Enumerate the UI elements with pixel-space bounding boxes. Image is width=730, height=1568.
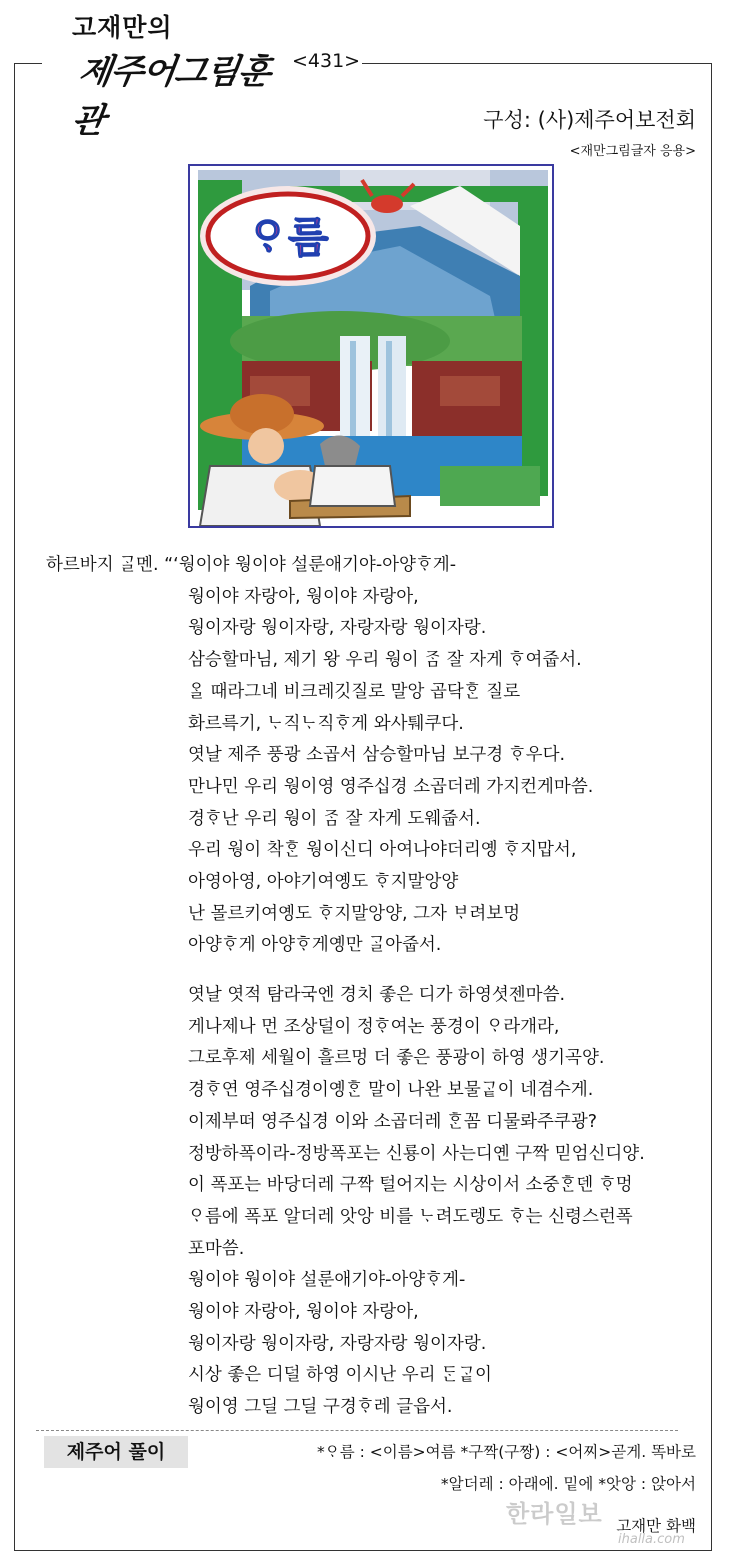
- credit-line: 구성: (사)제주어보전회: [483, 108, 696, 132]
- poem-line: 시상 좋은 디덜 하영 이시난 우리 ᄃᆞᆫᄀᆞᇀ이: [188, 1365, 492, 1386]
- credit-subline: <재만그림글자 응용>: [569, 144, 696, 159]
- poem-line: 웡이야 자랑아, 웡이야 자랑아,: [188, 1302, 419, 1323]
- poem-line: 아영아영, 아야기여옝도 ᄒᆞ지말앙양: [188, 872, 459, 893]
- poem-line: 난 몰르키여옝도 ᄒᆞ지말앙양, 그자 ᄇᆞ려보멍: [188, 903, 521, 924]
- poem-line: 이제부떠 영주십경 이와 소곱더레 ᄒᆞᆫ꼼 디물롸주쿠광?: [188, 1111, 598, 1132]
- poem-line: 웡이야 자랑아, 웡이야 자랑아,: [188, 586, 419, 607]
- poem-line: 게나제나 먼 조상덜이 정ᄒᆞ여논 풍경이 ᄋᆞ라개라,: [188, 1016, 560, 1037]
- glossary-line-1: *ᄋᆞ름 : <이름>여름 *구짝(구짱) : <어찌>곧게. 똑바로: [316, 1443, 696, 1461]
- poem-line: 우리 웡이 착ᄒᆞᆫ 웡이신디 아여나야더리옝 ᄒᆞ지맙서,: [188, 840, 577, 861]
- watermark-url: ihalla.com: [618, 1532, 685, 1547]
- illustration: [188, 164, 554, 528]
- issue-number: <431>: [292, 50, 361, 72]
- poem-line: 경ᄒᆞ난 우리 웡이 ᄌᆞᆷ 잘 자게 도웨줍서.: [188, 808, 481, 829]
- bubble-text: ᄋᆞ름: [247, 213, 329, 262]
- poem-line: 삼승할마님, 제기 왕 우리 웡이 ᄌᆞᆷ 잘 자게 ᄒᆞ여줍서.: [188, 650, 582, 671]
- column-title-logo: [69, 44, 282, 141]
- poem-line: 화르륵기, ᄂᆞ직ᄂᆞ직ᄒᆞ게 와사퉤쿠다.: [188, 713, 464, 734]
- glossary-title: 제주어 풀이: [44, 1436, 188, 1468]
- column-title: 제주어그림훈관: [69, 52, 273, 141]
- waterfall-illustration: [190, 166, 552, 526]
- column-subtitle: 고재만의: [72, 13, 173, 42]
- poem-lead-line: 하르바지 ᄀᆞᆯ멘. “‘웡이야 웡이야 설룬애기야-아양ᄒᆞ게-: [46, 555, 457, 575]
- poem-line: 웡이자랑 웡이자랑, 자랑자랑 웡이자랑.: [188, 1333, 487, 1354]
- poem-line: 정방하폭이라-정방폭포는 신룡이 사는디옌 구짝 믿엄신디양.: [188, 1143, 645, 1164]
- poem-line: 경ᄒᆞ연 영주십경이옝ᄒᆞᆫ 말이 나완 보물ᄀᆞᇀ이 네겸수게.: [188, 1080, 594, 1101]
- poem-line: 그로후제 세월이 흘르멍 더 좋은 풍광이 하영 생기곡양.: [188, 1048, 605, 1069]
- poem-line: 웡이야 웡이야 설룬애기야-아양ᄒᆞ게-: [188, 1270, 466, 1291]
- glossary-line-2: *알더레 : 아래에. 밑에 *앗앙 : 앉아서: [440, 1475, 696, 1493]
- watermark-brand: 한라일보: [506, 1500, 603, 1528]
- poem-line: 이 폭포는 바당더레 구짝 털어지는 시상이서 소중ᄒᆞᆫ덴 ᄒᆞ멍: [188, 1175, 633, 1196]
- poem-line: ᄋᆞ름에 폭포 알더레 앗앙 비를 ᄂᆞ려도렝도 ᄒᆞ는 신령스런폭: [188, 1206, 633, 1227]
- poem-line: 아양ᄒᆞ게 아양ᄒᆞ게옝만 ᄀᆞᆯ아줍서.: [188, 935, 442, 956]
- poem-line: 엿날 엿적 탐라국엔 경치 좋은 디가 하영셧젠마씀.: [188, 985, 566, 1005]
- glossary-divider: [36, 1430, 678, 1431]
- poem-line: 포마씀.: [188, 1238, 245, 1259]
- poem-part-2: [188, 980, 688, 1424]
- poem-line: 웡이자랑 웡이자랑, 자랑자랑 웡이자랑.: [188, 618, 487, 639]
- poem-line: 만나민 우리 웡이영 영주십경 소곱더레 가지컨게마씀.: [188, 776, 594, 797]
- author-credit: 고재만 화백: [616, 1517, 696, 1535]
- poem-line: 웡이영 그딜 그딜 구경ᄒᆞ레 글읍서.: [188, 1397, 453, 1418]
- poem-line: ᄋᆞᆯ 때라그네 비크레깃질로 말앙 곱닥ᄒᆞᆫ 질로: [188, 681, 521, 702]
- poem-part-1: [46, 550, 593, 962]
- poem-line: 엿날 제주 풍광 소곱서 삼승할마님 보구경 ᄒᆞ우다.: [188, 745, 566, 766]
